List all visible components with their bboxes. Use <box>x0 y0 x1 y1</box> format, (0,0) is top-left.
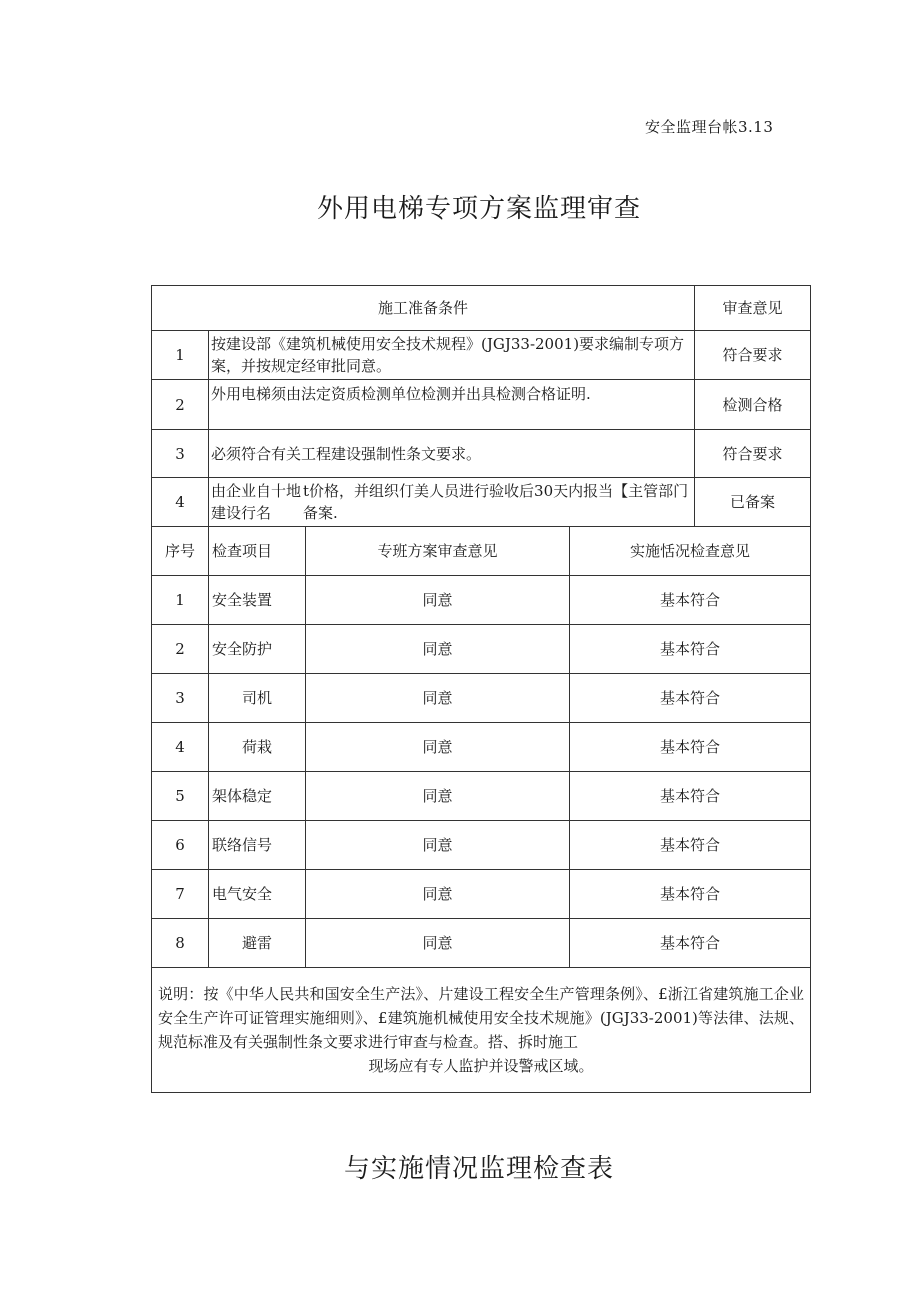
check-row <box>152 576 811 625</box>
prep-row-no: 3 <box>152 430 209 478</box>
page-subtitle: 与实施情况监理检查表 <box>343 1154 614 1184</box>
prep-header-row <box>152 286 811 331</box>
check-row-item: 安全装置 <box>209 576 306 625</box>
prep-row <box>152 331 811 380</box>
prep-row <box>152 380 811 430</box>
check-row-no: 7 <box>152 870 209 919</box>
check-row-impl: 基本符合 <box>570 919 811 968</box>
check-row-plan: 同意 <box>306 674 570 723</box>
check-row-impl: 基本符合 <box>570 723 811 772</box>
prep-row-no: 1 <box>152 331 209 380</box>
check-item-header: 检查项目 <box>209 527 306 576</box>
check-row <box>152 674 811 723</box>
prep-row-no: 4 <box>152 478 209 527</box>
prep-row <box>152 478 811 527</box>
check-row <box>152 723 811 772</box>
check-row-plan: 同意 <box>306 723 570 772</box>
check-row <box>152 625 811 674</box>
check-row-item: 荷栽 <box>209 723 306 772</box>
prep-row-text-right: t价格，并组织仃美人员进行验收后30天内报当【主管部门备案. <box>303 482 689 522</box>
check-row-impl: 基本符合 <box>570 772 811 821</box>
note-cell <box>152 968 811 1093</box>
check-row-no: 6 <box>152 821 209 870</box>
check-row-plan: 同意 <box>306 919 570 968</box>
check-row-no: 2 <box>152 625 209 674</box>
check-row-impl: 基本符合 <box>570 674 811 723</box>
check-row-item: 安全防护 <box>209 625 306 674</box>
check-row-no: 3 <box>152 674 209 723</box>
check-row-impl: 基本符合 <box>570 870 811 919</box>
check-row <box>152 870 811 919</box>
prep-row-text-split <box>209 478 695 527</box>
prep-row-opinion: 符合要求 <box>695 430 811 478</box>
ledger-reference: 安全监理台帐3.13 <box>645 118 774 136</box>
check-row-no: 4 <box>152 723 209 772</box>
check-row-item: 司机 <box>209 674 306 723</box>
check-row-impl: 基本符合 <box>570 821 811 870</box>
prep-row-no: 2 <box>152 380 209 430</box>
prep-row-opinion: 已备案 <box>695 478 811 527</box>
check-row-plan: 同意 <box>306 821 570 870</box>
prep-row-opinion: 检测合格 <box>695 380 811 430</box>
check-impl-header: 实施恬况检查意见 <box>570 527 811 576</box>
check-row <box>152 821 811 870</box>
prep-row-text: 外用电梯须由法定资质检测单位检测并出具检测合格证明. <box>209 380 695 430</box>
check-row-item: 电气安全 <box>209 870 306 919</box>
check-row-plan: 同意 <box>306 772 570 821</box>
check-row-no: 5 <box>152 772 209 821</box>
check-row-impl: 基本符合 <box>570 625 811 674</box>
check-row-impl: 基本符合 <box>570 576 811 625</box>
check-row-no: 8 <box>152 919 209 968</box>
note-text: 说明：按《中华人民共和国安全生产法》、片建设工程安全生产管理条例》、£浙江省建筑施工企业安全生产许可证管理实施细则》、£建筑施机械使用安全技术规施》(JGJ33-2001)等法律、法规、规范标准及有关强制性条文要求进行审查与检查。搭、拆时施工 <box>158 985 805 1051</box>
prep-opinion-header: 审查意见 <box>695 286 811 331</box>
prep-row-text: 必须符合有关工程建设强制性条文要求。 <box>209 430 695 478</box>
check-row-no: 1 <box>152 576 209 625</box>
inspection-table <box>151 285 811 1093</box>
prep-condition-header: 施工准备条件 <box>152 286 695 331</box>
prep-row-text-left: 由企业自十地建设行名 <box>211 482 302 522</box>
check-row-item: 避雷 <box>209 919 306 968</box>
prep-row-opinion: 符合要求 <box>695 331 811 380</box>
check-row-plan: 同意 <box>306 870 570 919</box>
check-row-plan: 同意 <box>306 625 570 674</box>
note-row <box>152 968 811 1093</box>
check-no-header: 序号 <box>152 527 209 576</box>
check-row-item: 架体稳定 <box>209 772 306 821</box>
note-last-line: 现场应有专人监护并设警戒区域。 <box>368 1057 594 1075</box>
check-header-row <box>152 527 811 576</box>
page-title: 外用电梯专项方案监理审查 <box>316 194 641 224</box>
prep-row <box>152 430 811 478</box>
prep-row-text: 按建设部《建筑机械使用安全技术规程》(JGJ33-2001)要求编制专项方案，并按规定经审批同意。 <box>209 331 695 380</box>
check-row <box>152 919 811 968</box>
check-row-plan: 同意 <box>306 576 570 625</box>
check-row-item: 联络信号 <box>209 821 306 870</box>
check-row <box>152 772 811 821</box>
check-plan-header: 专班方案审查意见 <box>306 527 570 576</box>
